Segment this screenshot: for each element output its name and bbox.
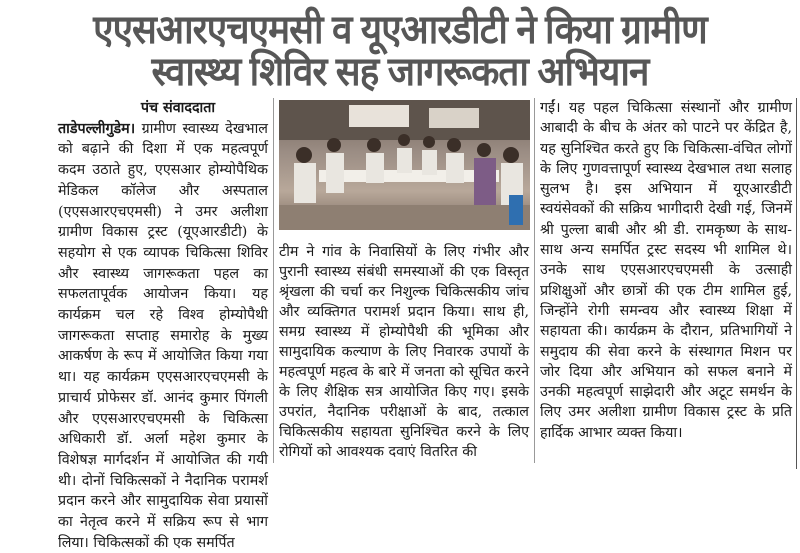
dateline: ताडेपल्लीगुडेम। [58,120,136,137]
article-column-1 [58,98,268,553]
top-border [0,0,800,4]
column-divider [273,98,274,463]
article-column-2: टीम ने गांव के निवासियों के लिए गंभीर और पुरानी स्वास्थ्य संबंधी समस्याओं की एक विस्तृत श्रृंखला की चर्चा कर निशुल्क चिकित्सकीय जांच और व्यक्तिगत परामर्श प्रदान किया। साथ ही, समग्र स्वास्थ्य में होम्योपैथी की भूमिका और सामुदायिक कल्याण के लिए निवारक उपायों के महत्वपूर्ण महत्व के बारे में जनता को सूचित करने के लिए शैक्षिक सत्र आयोजित किए गए। इसके उपरांत, नैदानिक परीक्षाओं के बाद, तत्काल चिकित्सकीय सहायता सुनिश्चित करने के लिए रोगियों को आवश्यक दवाएं वितरित की [279,244,529,460]
article-column-3: गईं। यह पहल चिकित्सा संस्थानों और ग्रामीण आबादी के बीच के अंतर को पाटने पर केंद्रित है, यह सुनिश्चित करते हुए कि चिकित्सा-वंचित लोगों के लिए गुणवत्तापूर्ण स्वास्थ्य देखभाल तथा सलाह सुलभ है। इस अभियान में यूएआरडीटी स्वयंसेवकों की सक्रिय भागीदारी देखी गई, जिनमें श्री पुल्ला बाबी और श्री डी. रामकृष्ण के साथ-साथ अन्य समर्पित ट्रस्ट सदस्य भी शामिल थे। उनके साथ एएसआरएचएमसी के उत्साही प्रशिक्षुओं और छात्रों की एक टीम शामिल हुई, जिन्होंने रोगी समन्वय और स्वास्थ्य शिक्षा में सहायता की। कार्यक्रम के दौरान, प्रतिभागियों ने समुदाय की सेवा करने के संस्थागत मिशन पर जोर दिया और अभियान को सफल बनाने में उनकी महत्वपूर्ण साझेदारी और अटूट समर्थन के लिए उमर अलीशा ग्रामीण विकास ट्रस्ट के प्रति हार्दिक आभार व्यक्त किया। [540,100,792,441]
byline: पंच संवाददाता [140,100,216,116]
column-1-text: ग्रामीण स्वास्थ्य देखभाल को बढ़ाने की दिशा में एक महत्वपूर्ण कदम उठाते हुए, एएसआर होम्योपैथिक मेडिकल कॉलेज और अस्पताल (एएसआरएचएमसी) ने उमर अलीशा ग्रामीण विकास ट्रस्ट (यूएआरडीटी) के सहयोग से एक व्यापक चिकित्सा शिविर और स्वास्थ्य जागरूकता पहल का सफलतापूर्वक आयोजन किया। यह कार्यक्रम चल रहे विश्व होम्योपैथी जागरूकता सप्ताह समारोह के मुख्य आकर्षण के रूप में आयोजित किया गया था। यह कार्यक्रम एएसआरएचएमसी के प्राचार्य प्रोफेसर डॉ. आनंद कुमार पिंगली और एएसआरएचएमसी के चिकित्सा अधिकारी डॉ. अर्ला महेश कुमार के विशेषज्ञ मार्गदर्शन में आयोजित की गयी थी। दोनों चिकित्सकों ने नैदानिक परामर्श प्रदान करने और सामुदायिक सेवा प्रयासों का नेतृत्व करने में सक्रिय रूप से भाग लिया। चिकित्सकों की एक समर्पित [58,120,268,551]
event-photo-image [279,100,530,230]
right-border [796,98,797,469]
headline-line-1: एएसआरएचएमसी व यूएआरडीटी ने किया ग्रामीण [93,8,707,52]
column-divider [534,98,535,463]
headline-line-2: स्वास्थ्य शिविर सह जागरूकता अभियान [151,50,649,94]
event-photo [279,100,530,230]
